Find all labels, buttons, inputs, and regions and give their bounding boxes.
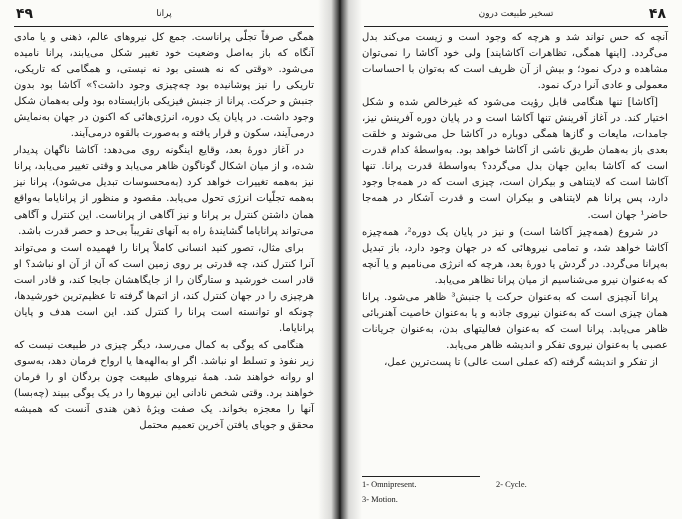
left-page-header	[14, 6, 314, 26]
right-paragraph-1: آنچه که حس تواند شد و هرچه که وجود است و زیست می‌کند بدل می‌گردد. [اینها همگی، تظاهرات آکاشایند] ولی خود آکاشا را نمی‌توان مشاهده و درک نمود؛ و بیش از آن ظریف است که به‌توان با احساسات معمولی و عادی آنرا درک نمود.	[362, 32, 668, 92]
footnote-1: 1- Omnipresent.	[362, 480, 417, 489]
right-body-text	[362, 30, 668, 372]
left-page	[0, 0, 336, 519]
left-page-number: ۴۹	[16, 6, 34, 22]
right-page-number: ۴۸	[648, 6, 666, 22]
left-header-rule	[14, 26, 314, 27]
right-page-header	[364, 6, 668, 26]
right-paragraph-5: از تفکر و اندیشه گرفته (که عملی است عالی) تا پست‌ترین عمل،	[384, 356, 658, 368]
right-running-title: تسخیر طبیعت درون	[478, 9, 554, 19]
right-paragraph-2: [آکاشا] تنها هنگامی قابل رؤیت می‌شود که غیرخالص شده و شکل اختیار کند. در آغاز آفرینش تنها آکاشا است و در پایان دوره آفرینش نیز، جامدات، مایعات و گازها همگی دوباره در آکاشا حل می‌شوند و خلقت بعدی باز به‌همان طریق ناشی از آکاشا خواهد بود. به‌واسطهٔ کدام قدرت است که آکاشا به‌این جهان بدل می‌گردد؟ به‌واسطهٔ قدرت پرانا. تنها آکاشا است که لایتناهی و بیکران است، چیزی است که در همه‌جا وجود دارد، پس پرانا هم لایتناهی و بیکران است و قدرت آشکار در همه‌جا حاضر¹ جهان است.	[362, 97, 668, 221]
footnotes	[362, 476, 668, 507]
left-paragraph-2: در آغاز دورهٔ بعد، وقایع اینگونه روی می‌دهد: آکاشا ناگهان پدیدار شده، و از میان اشکال گوناگون ظاهر می‌یابد و وقتی تغییر می‌یابد، پرانا نیز به‌همه تغییرات خواهد کرد (به‌محسوسات تبدیل می‌شود)، پرانا نیز به‌همه تجلّیات انرژی تحول می‌یابد. مقصود و منظور از پرانایاما به‌واقع همان داشتن کنترل بر پرانا و نیز آگاهی از پراناست. این کنترل و آگاهی می‌تواند پرانایاما گشاینده‌ٔ راه به آنهای تقریباً بی‌حد و حصر قدرت باشد.	[14, 145, 314, 237]
right-paragraph-4: پرانا آنچیزی است که به‌عنوان حرکت یا جنبش³ ظاهر می‌شود. پرانا همان چیزی است که به‌عنوان نیروی جاذبه و یا به‌عنوان خاصیت آهنربائی ظاهر می‌یابد. پرانا است که به‌عنوان فعالیتهای بدن، به‌عنوان جریانات عصبی یا به‌عنوان نیروی تفکر و اندیشه ظاهر می‌یابد.	[362, 291, 668, 351]
left-body-text	[14, 30, 314, 435]
right-header-rule	[364, 26, 668, 27]
left-paragraph-4: هنگامی که یوگی به کمال می‌رسد، دیگر چیزی در طبیعت نیست که زیر نفوذ و تسلط او نباشد. اگر او به‌الهه‌ها یا ارواح فرمان دهد، به‌سوی او روانه خواهند شد. همهٔ نیروهای طبیعت چون بردگان او را فرمان خواهند برد. وقتی شخص نادانی این نیروها را در یک یوگی ببیند (چه‌بسا) آنها را معجزه بخواند. یک صفت ویژهٔ ذهن هندی آنست که همیشه محقق و جویای یافتن آخرین تعمیم محتمل	[14, 339, 314, 432]
right-page	[346, 0, 682, 519]
left-paragraph-1: همگی صرفاً تجلّی پراناست. جمع کل نیروهای عالم، ذهنی و یا مادی آنگاه که باز به‌اصل وضعیت خود تغییر شکل می‌یابند، پرانا نامیده می‌شود. «وقتی که نه هستی بود نه نیستی، و همگامی که تاریکی، تاریکی را نیز پوشانیده بود چه‌چیزی وجود داشت؟» آکاشا بود بدون جنبش و حرکت. پرانا از جنبش فیزیکی بازایستاده بود ولی به‌همان شکل وجود داشت. در پایان یک دوره، انرژی‌هائی که اکنون در جهان به‌نمایش درمی‌آیند، سکون و قرار یافته و به‌صورت بالقوه درمی‌آیند.	[14, 32, 314, 140]
footnote-rule	[362, 476, 480, 477]
footnote-row-1	[362, 480, 668, 492]
left-paragraph-3: برای مثال، تصور کنید انسانی کاملاً پرانا را فهمیده است و می‌تواند آنرا کنترل کند، چه قدرتی بر روی زمین است که آن از آن او نباشد؟ او قادر است خورشید و ستارگان را از جایگاهشان جابجا کند، و قادر است هرچیزی را در جهان کنترل کند، از اتم‌ها گرفته تا عظیم‌ترین خورشیدها، چونکه او توانسته است پرانا را کنترل کند. این است هدف و پایان پرانایاما.	[14, 242, 314, 334]
left-running-title: پرانا	[156, 9, 172, 19]
footnote-row-2	[362, 495, 668, 507]
right-paragraph-3: در شروع (همه‌چیز آکاشا است) و نیز در پایان یک دوره²، همه‌چیزه آکاشا خواهد شد، و تمامی نیروهائی که در جهان وجود دارد، باز تبدیل به‌پرانا می‌گردد. در گردش یا دورهٔ بعد، هرچه که انرژی می‌نامیم و یا آنچه که به‌عنوان نیرو می‌شناسیم از میان پرانا تظاهر می‌یابد.	[362, 226, 668, 286]
footnote-2: 2- Cycle.	[496, 480, 527, 489]
footnote-3: 3- Motion.	[362, 495, 398, 504]
